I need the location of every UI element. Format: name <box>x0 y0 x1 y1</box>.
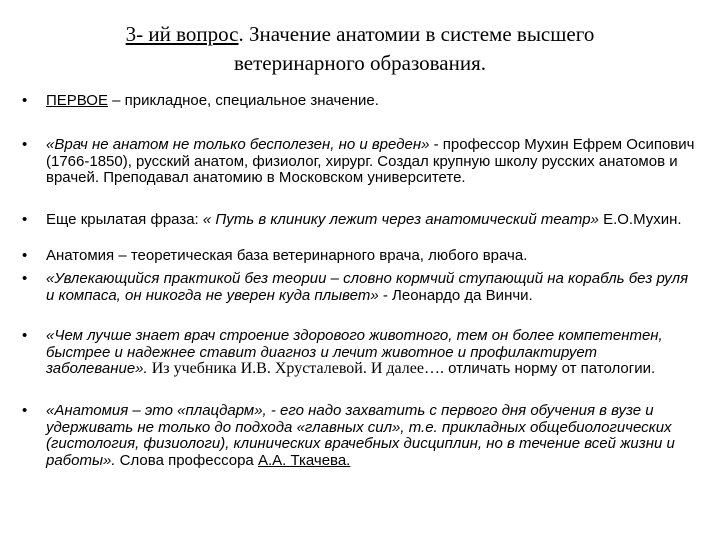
list-item-text <box>46 248 696 265</box>
list-item-text <box>46 403 696 469</box>
list-item-source: Из учебника И.В. Хрусталевой. И далее…. <box>147 360 444 378</box>
title-text-line1: . Значение анатомии в системе высшего <box>238 22 595 46</box>
list-item-quote: « Путь в клинику лежит через анатомический театр» <box>202 211 599 228</box>
list-item-quote: «Увлекающийся практикой без теории – словно кормчий ступающий на корабль без руля и компаса, он никогда не уверен куда плывет» <box>46 270 689 304</box>
slide-title <box>60 20 660 78</box>
bullet-icon: • <box>22 211 28 228</box>
list-item-pre: Еще крылатая фраза: <box>46 211 203 228</box>
list-item-quote: «Врач не анатом не только бесполезен, но и вреден» <box>46 136 430 153</box>
title-question-number: 3- ий вопрос <box>125 22 239 46</box>
bullet-icon: • <box>22 402 28 419</box>
list-item-author: А.А. Ткачева. <box>257 451 351 469</box>
bullet-icon: • <box>22 247 28 264</box>
bullet-icon: • <box>22 327 28 344</box>
list-item-text <box>46 93 696 110</box>
list-item-body: - Леонардо да Винчи. <box>378 286 533 304</box>
list-item-quote: «Анатомия – это «плацдарм», - его надо захватить с первого дня обучения в вузе и удерживать не только до подхода «главных сил», т.е. прикладных общебиологических (гистология, физиологи), клинических врачебных дисциплин, но в течение всей жизни и работы». <box>46 402 675 469</box>
list-item-lead: ПЕРВОЕ <box>46 92 108 109</box>
list-item-text <box>46 137 696 187</box>
bullet-icon: • <box>22 136 28 153</box>
list-item-body: – прикладное, специальное значение. <box>107 92 379 109</box>
list-item-body: Е.О.Мухин. <box>598 211 682 228</box>
list-item-quote: «Чем лучше знает врач строение здорового животного, тем он более компетентен, быстрее и надежнее ставит диагноз и лечит животное и профилактирует заболевание». <box>46 327 663 378</box>
bullet-icon: • <box>22 92 28 109</box>
list-item-text <box>46 328 696 378</box>
list-item-body: Слова профессора <box>115 451 258 469</box>
title-text-line2: ветеринарного образования. <box>233 51 486 75</box>
list-item-body: - профессор Мухин Ефрем Осипович (1766-1850), русский анатом, физиолог, хирург. Создал крупную школу русских анатомов и врачей. Преподавал анатомию в Московском университете. <box>46 136 695 187</box>
bullet-icon: • <box>22 270 28 287</box>
list-item-body: Анатомия – теоретическая база ветеринарного врача, любого врача. <box>46 247 528 264</box>
list-item-text <box>46 212 696 229</box>
list-item-body: отличать норму от патологии. <box>443 360 656 378</box>
list-item-text <box>46 271 696 304</box>
